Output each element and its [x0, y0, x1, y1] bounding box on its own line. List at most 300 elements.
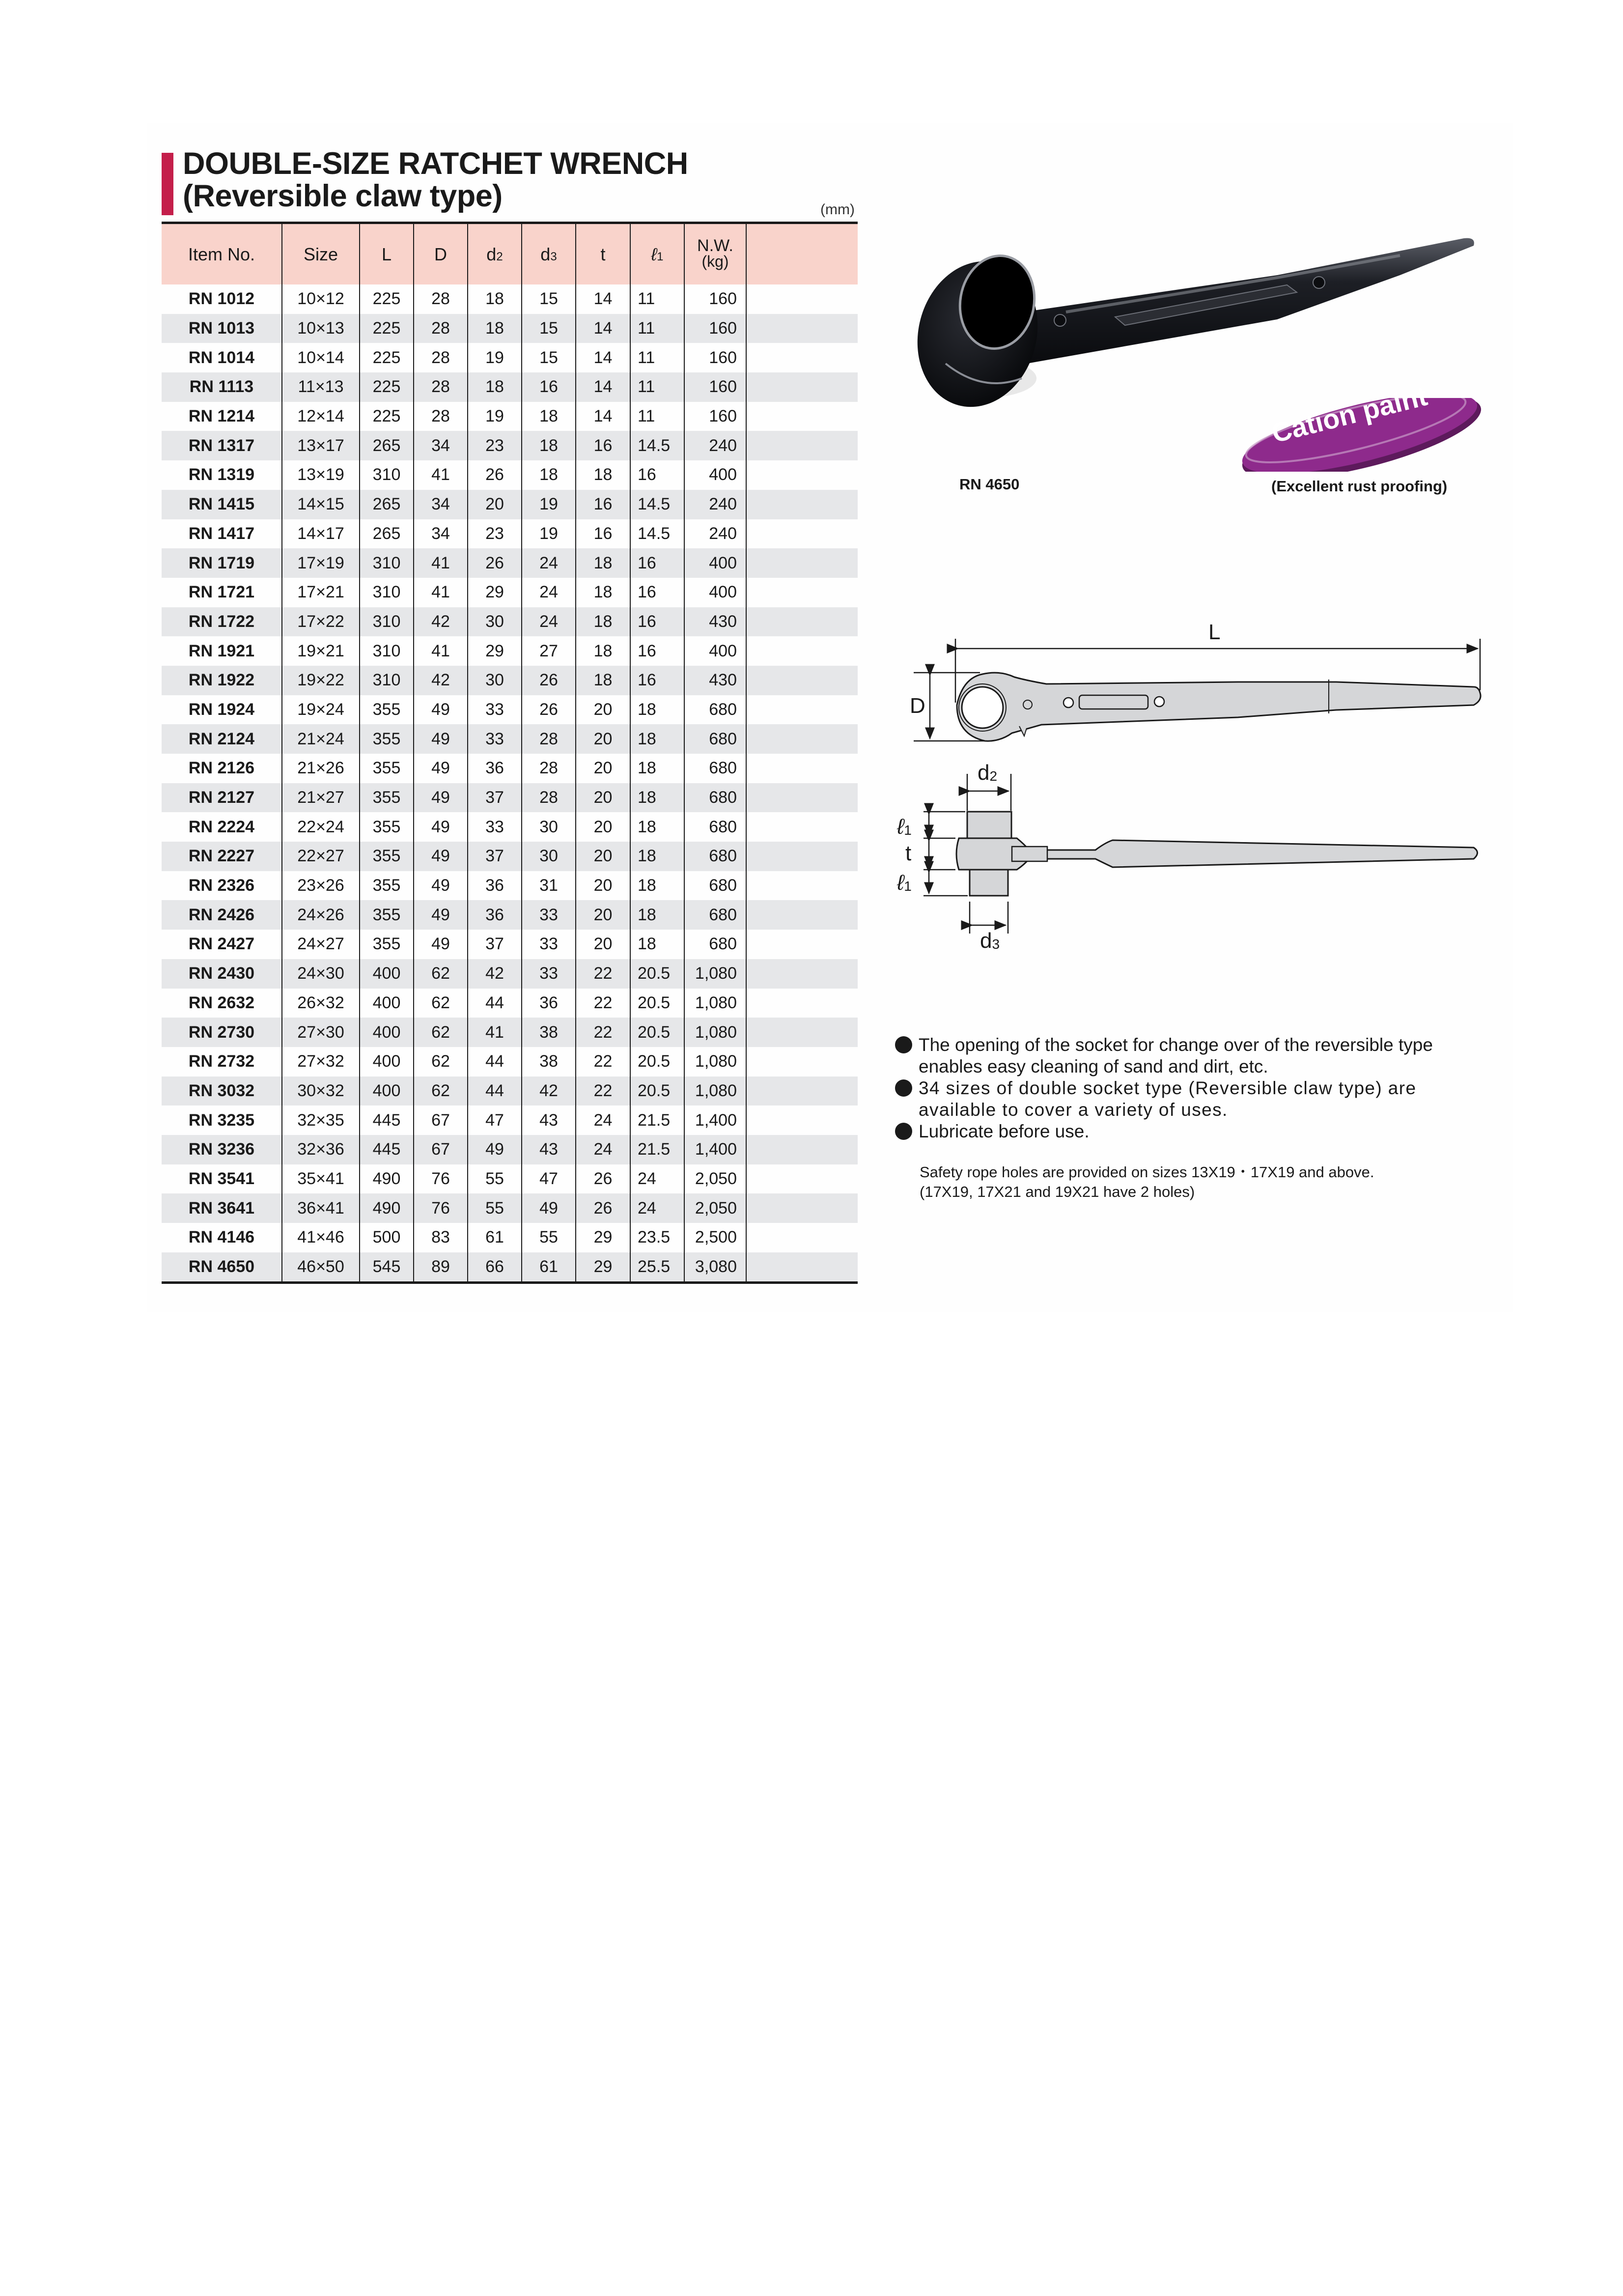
- cell-d2: 37: [468, 930, 522, 959]
- cell-d3: 24: [522, 548, 576, 578]
- cell-t: 20: [576, 930, 630, 959]
- cell-l1: 25.5: [630, 1252, 684, 1283]
- cell-nw: 160: [684, 284, 746, 314]
- cell-blank: [746, 314, 858, 343]
- cell-blank: [746, 724, 858, 754]
- cell-t: 22: [576, 1077, 630, 1106]
- cell-item: RN 2227: [188, 847, 255, 866]
- cell-item: RN 1415: [188, 495, 255, 514]
- title-line-1: DOUBLE-SIZE RATCHET WRENCH: [183, 146, 688, 181]
- table-row: [162, 548, 858, 578]
- cell-t: 16: [576, 431, 630, 460]
- table-row: [162, 724, 858, 754]
- cell-size: 21×24: [282, 724, 360, 754]
- cell-t: 22: [576, 989, 630, 1018]
- cell-t: 22: [576, 1018, 630, 1047]
- cell-d3: 26: [522, 695, 576, 725]
- cell-size: 41×46: [282, 1223, 360, 1252]
- col-header-nw: N.W. (kg): [684, 223, 746, 285]
- cell-t: 29: [576, 1223, 630, 1252]
- cell-d3: 18: [522, 431, 576, 460]
- cell-l: 445: [360, 1105, 414, 1135]
- cell-item: RN 1319: [188, 465, 255, 484]
- cell-d2: 37: [468, 783, 522, 813]
- cell-nw: 400: [684, 548, 746, 578]
- cell-blank: [746, 548, 858, 578]
- cell-d2: 18: [468, 284, 522, 314]
- cell-l1: 20.5: [630, 1018, 684, 1047]
- cell-d: 41: [414, 460, 468, 490]
- cell-d3: 42: [522, 1077, 576, 1106]
- cell-t: 18: [576, 666, 630, 695]
- cell-l: 400: [360, 959, 414, 989]
- cell-blank: [746, 372, 858, 402]
- table-body: [162, 284, 858, 1283]
- cell-l: 310: [360, 548, 414, 578]
- diagram-label-l1-top: ℓ$_1$: [897, 815, 912, 839]
- cell-l: 355: [360, 695, 414, 725]
- cell-d: 62: [414, 1018, 468, 1047]
- cell-d3: 19: [522, 490, 576, 519]
- cell-d2: 44: [468, 1047, 522, 1077]
- cell-l1: 18: [630, 783, 684, 813]
- cell-d2: 18: [468, 372, 522, 402]
- cell-d3: 31: [522, 871, 576, 901]
- cell-blank: [746, 519, 858, 549]
- cell-size: 30×32: [282, 1077, 360, 1106]
- cell-t: 20: [576, 783, 630, 813]
- table-row: [162, 519, 858, 549]
- table-row: [162, 1164, 858, 1194]
- cell-nw: 1,080: [684, 989, 746, 1018]
- cell-t: 18: [576, 578, 630, 607]
- cell-size: 14×15: [282, 490, 360, 519]
- cell-l1: 18: [630, 871, 684, 901]
- cell-t: 26: [576, 1164, 630, 1194]
- cell-d2: 20: [468, 490, 522, 519]
- cell-d3: 28: [522, 783, 576, 813]
- cell-d: 28: [414, 372, 468, 402]
- cell-blank: [746, 871, 858, 901]
- cell-blank: [746, 783, 858, 813]
- cell-size: 21×27: [282, 783, 360, 813]
- table-row: [162, 343, 858, 372]
- cell-item: RN 2126: [188, 759, 255, 778]
- cell-nw: 430: [684, 607, 746, 637]
- cell-d: 34: [414, 490, 468, 519]
- cell-nw: 240: [684, 490, 746, 519]
- title-line-2: (Reversible claw type): [183, 179, 503, 213]
- cell-d2: 19: [468, 343, 522, 372]
- cell-item: RN 2632: [188, 993, 255, 1012]
- cell-l: 490: [360, 1164, 414, 1194]
- cell-l: 400: [360, 989, 414, 1018]
- cell-d3: 28: [522, 754, 576, 783]
- cell-size: 32×36: [282, 1135, 360, 1164]
- cell-size: 19×21: [282, 636, 360, 666]
- cell-d2: 33: [468, 724, 522, 754]
- cell-t: 14: [576, 402, 630, 431]
- cell-l: 500: [360, 1223, 414, 1252]
- cell-d2: 36: [468, 871, 522, 901]
- cell-d3: 33: [522, 930, 576, 959]
- cell-t: 14: [576, 284, 630, 314]
- cell-nw: 1,400: [684, 1105, 746, 1135]
- cell-d2: 29: [468, 636, 522, 666]
- cell-l1: 21.5: [630, 1135, 684, 1164]
- cell-l: 265: [360, 490, 414, 519]
- cell-l: 265: [360, 519, 414, 549]
- diagram-label-L: L: [1208, 620, 1221, 644]
- cell-d2: 36: [468, 900, 522, 930]
- cell-d3: 15: [522, 343, 576, 372]
- cell-nw: 2,050: [684, 1193, 746, 1223]
- table-row: [162, 695, 858, 725]
- cell-item: RN 1924: [188, 700, 255, 719]
- cell-l: 355: [360, 930, 414, 959]
- page-title: [183, 147, 688, 212]
- cell-d3: 61: [522, 1252, 576, 1283]
- cell-item: RN 3032: [188, 1081, 255, 1100]
- cell-item: RN 1317: [188, 436, 255, 455]
- table-row: [162, 578, 858, 607]
- cell-size: 23×26: [282, 871, 360, 901]
- cell-nw: 1,080: [684, 959, 746, 989]
- cell-d: 49: [414, 724, 468, 754]
- cell-size: 19×22: [282, 666, 360, 695]
- cell-item: RN 3235: [188, 1110, 255, 1130]
- cell-l1: 24: [630, 1164, 684, 1194]
- cell-d: 41: [414, 548, 468, 578]
- cell-d: 28: [414, 402, 468, 431]
- cell-l: 400: [360, 1018, 414, 1047]
- cell-d2: 55: [468, 1164, 522, 1194]
- safety-note: [920, 1162, 1374, 1202]
- cell-item: RN 2430: [188, 964, 255, 983]
- cell-d3: 55: [522, 1223, 576, 1252]
- note-item: 34 sizes of double socket type (Reversible claw type) are available to cover a variety of uses.: [895, 1077, 1484, 1121]
- cell-size: 22×24: [282, 812, 360, 842]
- cell-d: 34: [414, 431, 468, 460]
- cell-l: 400: [360, 1077, 414, 1106]
- cell-l: 355: [360, 724, 414, 754]
- cell-nw: 400: [684, 636, 746, 666]
- cell-d: 49: [414, 783, 468, 813]
- cell-d: 49: [414, 871, 468, 901]
- cell-nw: 680: [684, 900, 746, 930]
- cell-blank: [746, 636, 858, 666]
- cell-d2: 19: [468, 402, 522, 431]
- cell-d2: 26: [468, 548, 522, 578]
- cell-d: 28: [414, 284, 468, 314]
- cell-l1: 18: [630, 812, 684, 842]
- cell-d3: 43: [522, 1135, 576, 1164]
- cell-d2: 37: [468, 842, 522, 871]
- cell-blank: [746, 578, 858, 607]
- cell-d2: 18: [468, 314, 522, 343]
- cell-d: 28: [414, 343, 468, 372]
- cell-blank: [746, 607, 858, 637]
- cell-d3: 16: [522, 372, 576, 402]
- table-row: [162, 431, 858, 460]
- cell-size: 10×14: [282, 343, 360, 372]
- spec-table: [162, 222, 858, 1284]
- cell-nw: 160: [684, 372, 746, 402]
- cell-blank: [746, 1223, 858, 1252]
- badge-label: Cation paint: [1268, 380, 1430, 449]
- cell-item: RN 2326: [188, 876, 255, 895]
- col-header-d2: d2: [468, 223, 522, 285]
- cell-item: RN 2224: [188, 817, 255, 836]
- cell-d: 34: [414, 519, 468, 549]
- cell-t: 18: [576, 460, 630, 490]
- table-row: [162, 372, 858, 402]
- cell-l: 310: [360, 666, 414, 695]
- cell-l1: 16: [630, 460, 684, 490]
- cell-l1: 18: [630, 842, 684, 871]
- cell-size: 21×26: [282, 754, 360, 783]
- cell-t: 18: [576, 636, 630, 666]
- cell-nw: 160: [684, 343, 746, 372]
- cell-d2: 33: [468, 812, 522, 842]
- diagram-label-t: t: [905, 841, 912, 865]
- cell-l1: 16: [630, 578, 684, 607]
- cell-d3: 15: [522, 314, 576, 343]
- cell-item: RN 2730: [188, 1022, 255, 1042]
- cell-l1: 18: [630, 724, 684, 754]
- note-item: The opening of the socket for change over of the reversible type enables easy cleaning of sand and dirt, etc.: [895, 1034, 1484, 1077]
- cell-blank: [746, 343, 858, 372]
- table-row: [162, 900, 858, 930]
- cell-d3: 24: [522, 578, 576, 607]
- cell-l1: 20.5: [630, 959, 684, 989]
- cell-blank: [746, 1018, 858, 1047]
- table-row: [162, 812, 858, 842]
- table-row: [162, 989, 858, 1018]
- cell-d3: 18: [522, 402, 576, 431]
- cell-item: RN 4650: [188, 1257, 255, 1276]
- cell-l1: 21.5: [630, 1105, 684, 1135]
- cell-item: RN 1113: [189, 377, 254, 397]
- cell-d: 49: [414, 695, 468, 725]
- cell-nw: 1,080: [684, 1047, 746, 1077]
- table-row: [162, 636, 858, 666]
- cell-l: 225: [360, 402, 414, 431]
- cell-nw: 3,080: [684, 1252, 746, 1283]
- cell-l1: 20.5: [630, 989, 684, 1018]
- col-header-blank: [746, 223, 858, 285]
- cell-blank: [746, 1193, 858, 1223]
- cell-nw: 160: [684, 402, 746, 431]
- cell-d2: 61: [468, 1223, 522, 1252]
- cell-blank: [746, 1135, 858, 1164]
- bullet-icon: [895, 1036, 912, 1053]
- table-row: [162, 1018, 858, 1047]
- cell-l: 310: [360, 578, 414, 607]
- cell-d2: 41: [468, 1018, 522, 1047]
- cell-nw: 1,400: [684, 1135, 746, 1164]
- cell-l1: 20.5: [630, 1077, 684, 1106]
- cell-l: 310: [360, 460, 414, 490]
- cell-d3: 36: [522, 989, 576, 1018]
- dimension-diagram: [894, 619, 1503, 963]
- cell-nw: 1,080: [684, 1077, 746, 1106]
- cell-size: 10×12: [282, 284, 360, 314]
- cell-d: 76: [414, 1164, 468, 1194]
- cell-t: 26: [576, 1193, 630, 1223]
- cell-item: RN 2732: [188, 1052, 255, 1071]
- cell-nw: 680: [684, 695, 746, 725]
- feature-notes: [895, 1034, 1484, 1142]
- cell-t: 16: [576, 490, 630, 519]
- cell-d: 62: [414, 1047, 468, 1077]
- cell-size: 17×22: [282, 607, 360, 637]
- title-accent-bar: [162, 153, 173, 215]
- cell-nw: 240: [684, 519, 746, 549]
- table-row: [162, 1223, 858, 1252]
- table-row: [162, 1047, 858, 1077]
- cell-item: RN 1721: [188, 583, 255, 602]
- diagram-label-d2: $d_2$: [978, 761, 998, 785]
- cell-d3: 38: [522, 1018, 576, 1047]
- col-header-D: D: [414, 223, 468, 285]
- table-header-row: [162, 223, 858, 285]
- cell-size: 11×13: [282, 372, 360, 402]
- cell-d3: 27: [522, 636, 576, 666]
- table-row: [162, 1077, 858, 1106]
- cell-d3: 30: [522, 842, 576, 871]
- table-row: [162, 666, 858, 695]
- cell-l1: 16: [630, 636, 684, 666]
- cell-d3: 24: [522, 607, 576, 637]
- cell-item: RN 1719: [188, 553, 255, 572]
- cell-nw: 430: [684, 666, 746, 695]
- cell-size: 27×30: [282, 1018, 360, 1047]
- diagram-label-l1-bottom: ℓ$_1$: [897, 871, 912, 895]
- cell-l1: 11: [630, 314, 684, 343]
- cell-d2: 44: [468, 989, 522, 1018]
- cell-size: 10×13: [282, 314, 360, 343]
- cell-d3: 43: [522, 1105, 576, 1135]
- cell-l: 225: [360, 343, 414, 372]
- diagram-label-d3: $d_3$: [980, 929, 1000, 953]
- cell-l: 445: [360, 1135, 414, 1164]
- cell-size: 12×14: [282, 402, 360, 431]
- cell-l1: 11: [630, 402, 684, 431]
- cell-d: 49: [414, 900, 468, 930]
- cell-l: 310: [360, 636, 414, 666]
- cell-d: 76: [414, 1193, 468, 1223]
- cell-d2: 49: [468, 1135, 522, 1164]
- cell-l1: 16: [630, 548, 684, 578]
- cell-size: 13×17: [282, 431, 360, 460]
- cell-size: 36×41: [282, 1193, 360, 1223]
- col-header-size: Size: [282, 223, 360, 285]
- cell-d: 49: [414, 930, 468, 959]
- cell-nw: 400: [684, 578, 746, 607]
- table-row: [162, 460, 858, 490]
- col-header-item: Item No.: [188, 244, 255, 264]
- cell-d: 49: [414, 812, 468, 842]
- cell-l1: 18: [630, 754, 684, 783]
- cell-nw: 2,050: [684, 1164, 746, 1194]
- cell-d3: 15: [522, 284, 576, 314]
- cell-d: 42: [414, 607, 468, 637]
- cell-t: 20: [576, 900, 630, 930]
- cell-blank: [746, 754, 858, 783]
- col-header-l1: ℓ1: [630, 223, 684, 285]
- table-row: [162, 783, 858, 813]
- cell-nw: 1,080: [684, 1018, 746, 1047]
- cell-t: 16: [576, 519, 630, 549]
- unit-label: (mm): [820, 201, 855, 218]
- cell-l: 355: [360, 754, 414, 783]
- cell-d3: 28: [522, 724, 576, 754]
- cell-t: 20: [576, 724, 630, 754]
- cell-item: RN 1922: [188, 671, 255, 690]
- col-header-d3: d3: [522, 223, 576, 285]
- cell-l1: 14.5: [630, 490, 684, 519]
- cell-nw: 680: [684, 724, 746, 754]
- cell-size: 17×19: [282, 548, 360, 578]
- cell-blank: [746, 1105, 858, 1135]
- cell-size: 46×50: [282, 1252, 360, 1283]
- cell-size: 22×27: [282, 842, 360, 871]
- cell-l: 225: [360, 284, 414, 314]
- cell-blank: [746, 959, 858, 989]
- cell-blank: [746, 842, 858, 871]
- cell-l1: 11: [630, 284, 684, 314]
- cell-d: 83: [414, 1223, 468, 1252]
- cell-nw: 2,500: [684, 1223, 746, 1252]
- cell-blank: [746, 402, 858, 431]
- cell-d: 89: [414, 1252, 468, 1283]
- photo-model-caption: RN 4650: [959, 476, 1020, 493]
- cell-d2: 30: [468, 607, 522, 637]
- cell-item: RN 1921: [188, 641, 255, 660]
- cell-blank: [746, 1047, 858, 1077]
- table-row: [162, 871, 858, 901]
- table-row: [162, 284, 858, 314]
- cell-l1: 18: [630, 930, 684, 959]
- cell-d2: 66: [468, 1252, 522, 1283]
- cell-l1: 18: [630, 900, 684, 930]
- table-row: [162, 842, 858, 871]
- cell-d2: 44: [468, 1077, 522, 1106]
- cell-size: 17×21: [282, 578, 360, 607]
- cell-l: 265: [360, 431, 414, 460]
- cell-item: RN 1014: [188, 348, 255, 367]
- cell-d: 28: [414, 314, 468, 343]
- cell-t: 29: [576, 1252, 630, 1283]
- cell-item: RN 1214: [188, 407, 255, 426]
- table-row: [162, 490, 858, 519]
- cell-d2: 55: [468, 1193, 522, 1223]
- cell-d3: 19: [522, 519, 576, 549]
- cell-item: RN 1417: [188, 524, 255, 543]
- col-header-L: L: [360, 223, 414, 285]
- cell-l1: 20.5: [630, 1047, 684, 1077]
- cell-l: 400: [360, 1047, 414, 1077]
- cell-item: RN 4146: [188, 1228, 255, 1247]
- col-header-t: t: [576, 223, 630, 285]
- cell-blank: [746, 460, 858, 490]
- cell-l: 355: [360, 842, 414, 871]
- diagram-label-D: D: [910, 694, 925, 718]
- cell-item: RN 3541: [188, 1169, 255, 1188]
- cell-t: 18: [576, 548, 630, 578]
- cell-d: 62: [414, 959, 468, 989]
